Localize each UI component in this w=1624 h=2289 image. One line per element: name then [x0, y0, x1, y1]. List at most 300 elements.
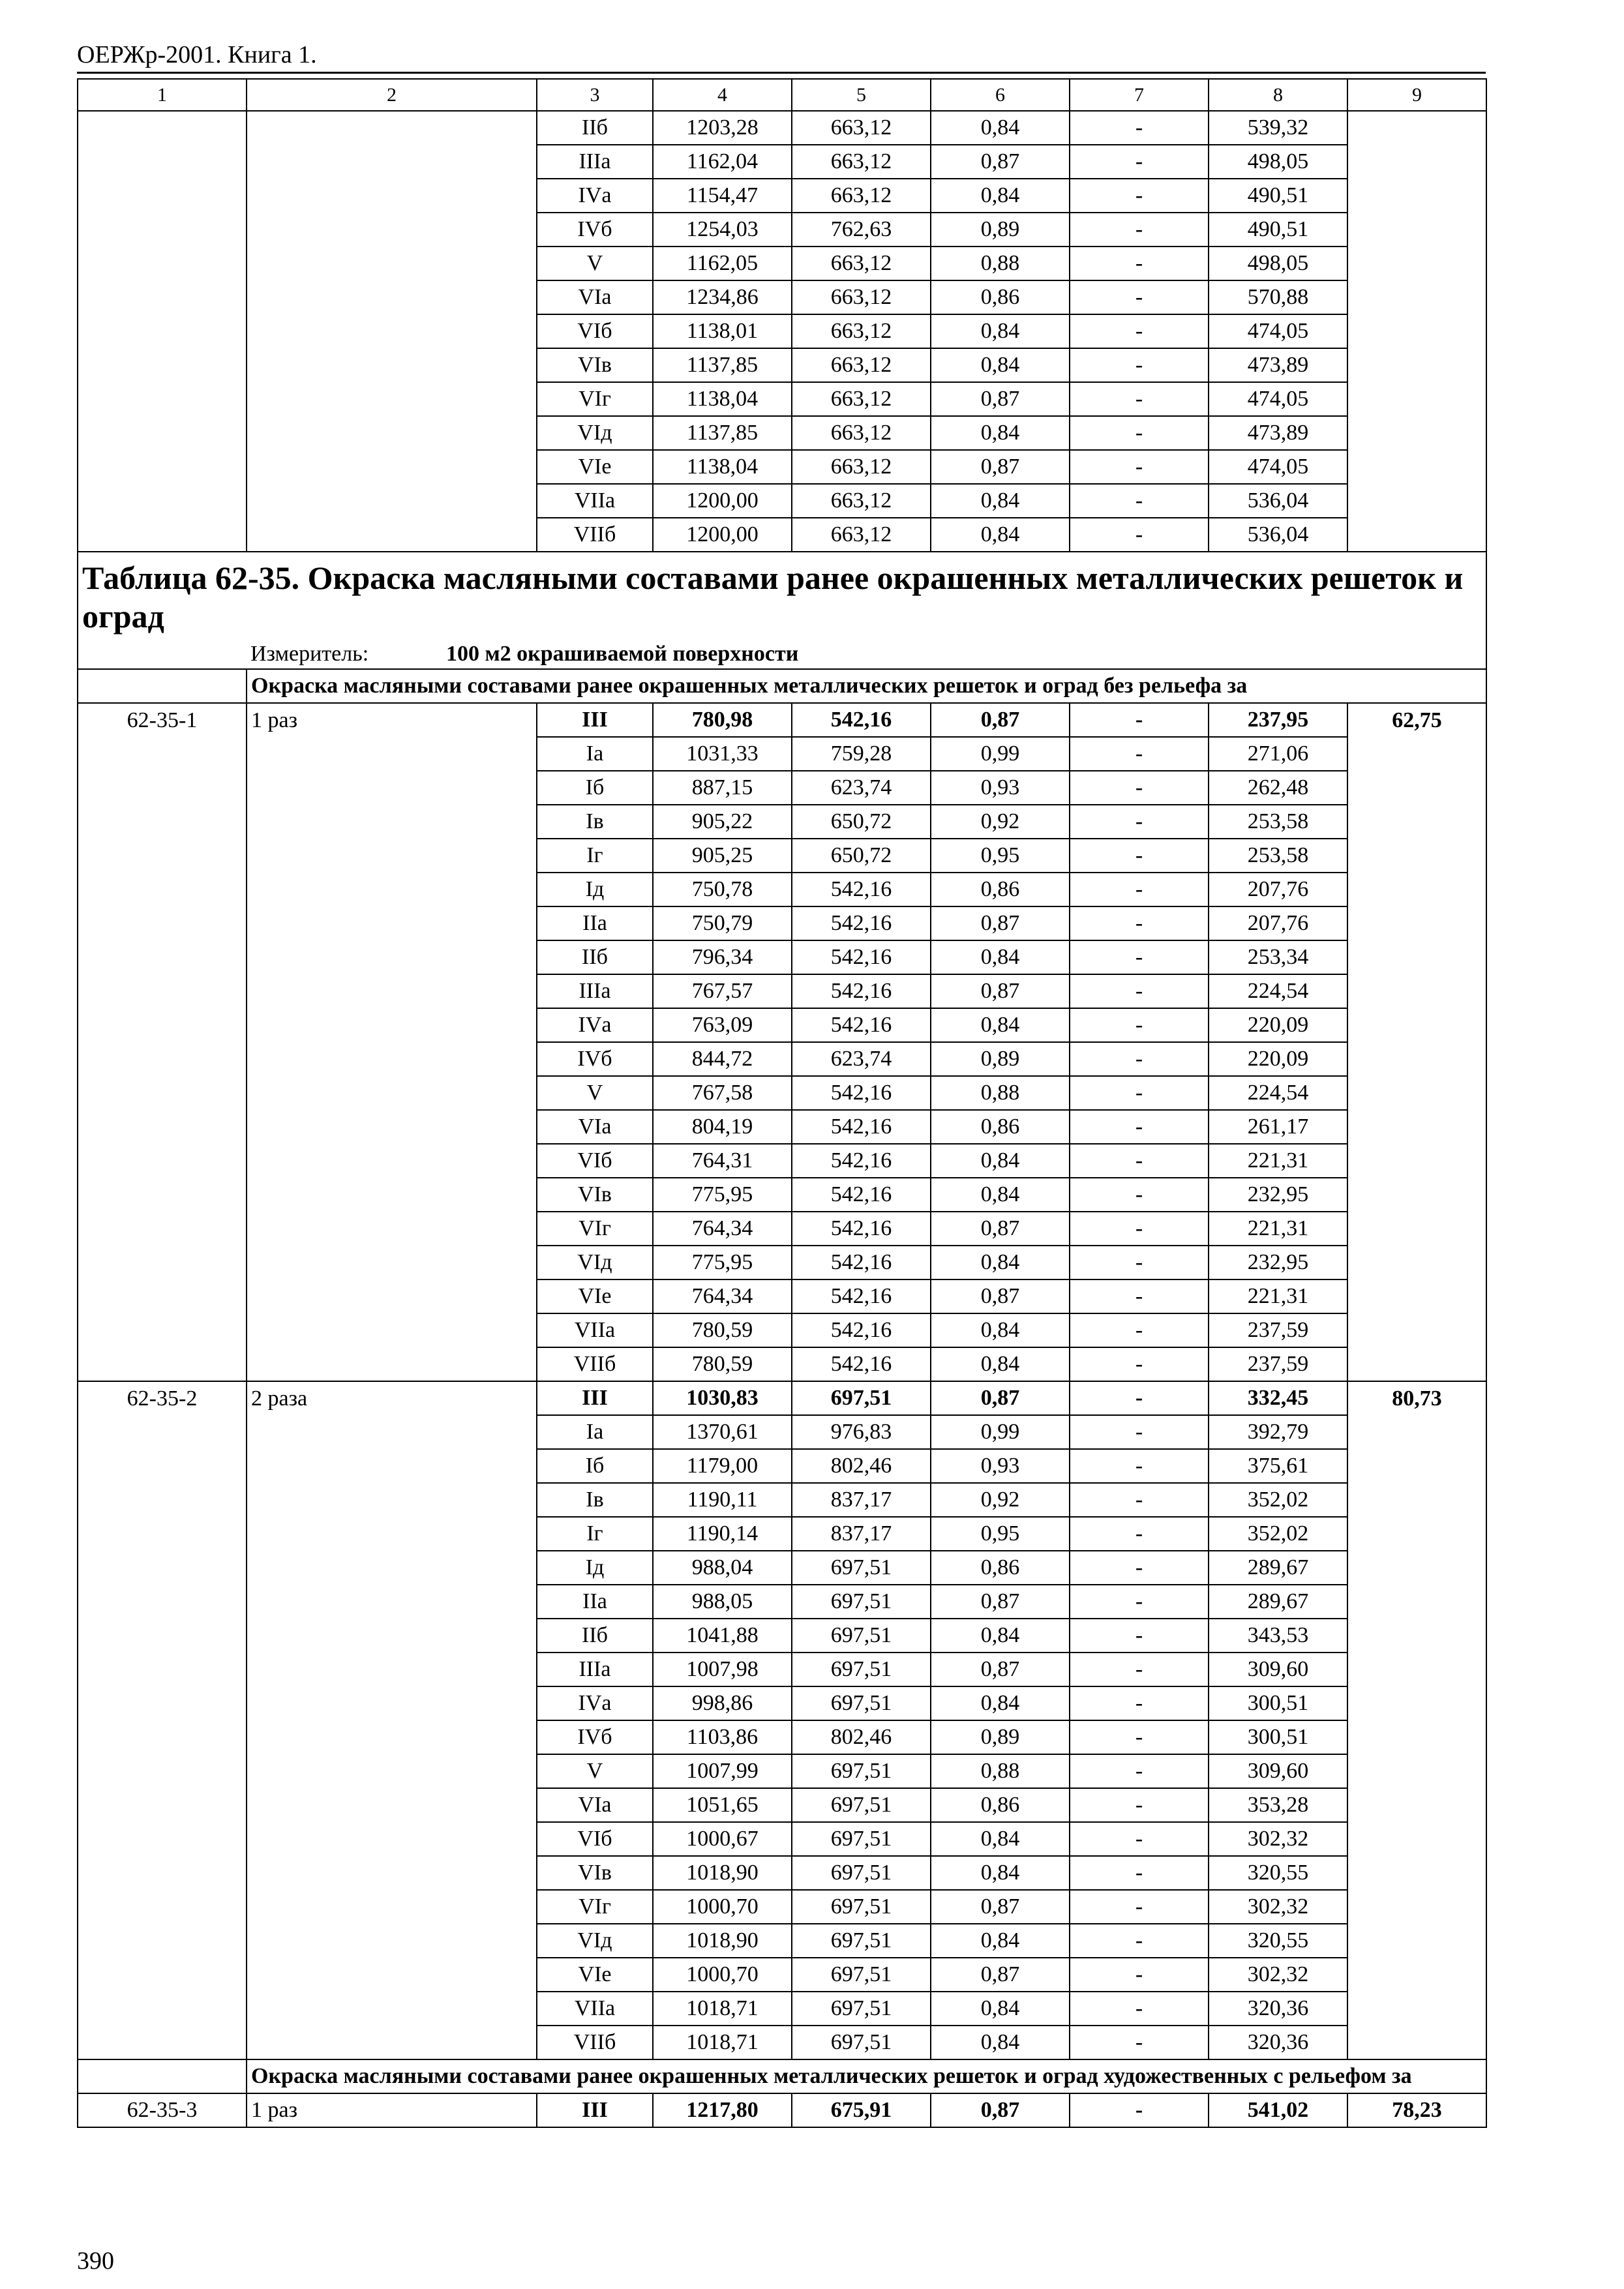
cell-c8: 261,17: [1209, 1110, 1347, 1144]
section-title: Окраска масляными составами ранее окрашенных металлических решеток и оград без рельефа за: [247, 669, 1486, 703]
cell-c8: 221,31: [1209, 1212, 1347, 1246]
cell-c7: -: [1070, 839, 1209, 873]
cell-c8: 207,76: [1209, 873, 1347, 906]
name-cell: [247, 1890, 537, 1924]
cell-c4: 1031,33: [653, 737, 792, 771]
table-row: [78, 1653, 1486, 1686]
cell-c4: 1103,86: [653, 1720, 792, 1754]
code-cell: [78, 484, 247, 518]
table-row: [78, 213, 1486, 247]
cell-c5: 542,16: [792, 1144, 931, 1178]
name-cell: [247, 1686, 537, 1720]
table-row: [78, 1178, 1486, 1212]
cell-c8: 352,02: [1209, 1517, 1347, 1551]
cell-c8: 300,51: [1209, 1720, 1347, 1754]
code-cell: [78, 382, 247, 416]
name-cell: [247, 1720, 537, 1754]
cell-c6: 0,93: [931, 1449, 1070, 1483]
cell-c3: III: [537, 703, 653, 737]
cell-c9: [1347, 1686, 1486, 1720]
cell-c9: [1347, 1178, 1486, 1212]
code-cell: [78, 805, 247, 839]
cell-c6: 0,88: [931, 1076, 1070, 1110]
cell-c5: 623,74: [792, 1042, 931, 1076]
table-row: [78, 1720, 1486, 1754]
cell-c4: 844,72: [653, 1042, 792, 1076]
cell-c8: 271,06: [1209, 737, 1347, 771]
cell-c7: -: [1070, 1856, 1209, 1890]
code-cell: [78, 1924, 247, 1958]
cell-c4: 1137,85: [653, 348, 792, 382]
name-cell: [247, 382, 537, 416]
cell-c3: VIг: [537, 1890, 653, 1924]
cell-c9: [1347, 179, 1486, 213]
cell-c9: [1347, 873, 1486, 906]
cell-c9: [1347, 382, 1486, 416]
cell-c7: -: [1070, 1144, 1209, 1178]
table-row: [78, 1788, 1486, 1822]
cell-c6: 0,89: [931, 1042, 1070, 1076]
table-row: [78, 1008, 1486, 1042]
cell-c5: 697,51: [792, 1653, 931, 1686]
code-cell: [78, 771, 247, 805]
cell-c9: [1347, 416, 1486, 450]
cell-c9: 80,73: [1347, 1381, 1486, 1415]
name-cell: 1 раз: [247, 703, 537, 737]
table-row: [78, 1415, 1486, 1449]
cell-c9: [1347, 906, 1486, 940]
cell-c3: IVб: [537, 213, 653, 247]
code-cell: [78, 1653, 247, 1686]
cell-c6: 0,89: [931, 213, 1070, 247]
cell-c7: -: [1070, 518, 1209, 552]
code-cell: [78, 1212, 247, 1246]
code-cell: 62-35-2: [78, 1381, 247, 1415]
cell-c8: 232,95: [1209, 1178, 1347, 1212]
cell-c7: -: [1070, 280, 1209, 314]
cell-c8: 320,36: [1209, 2026, 1347, 2059]
cell-c3: IIа: [537, 1585, 653, 1619]
cell-c5: 697,51: [792, 1754, 931, 1788]
cell-c9: 78,23: [1347, 2093, 1486, 2127]
cell-c7: -: [1070, 179, 1209, 213]
cell-c6: 0,87: [931, 145, 1070, 179]
measurer-row: [78, 640, 1486, 669]
table-title-row: [78, 552, 1486, 640]
cell-c7: -: [1070, 382, 1209, 416]
cell-c7: -: [1070, 416, 1209, 450]
name-cell: [247, 1788, 537, 1822]
cell-c9: [1347, 1449, 1486, 1483]
cell-c3: Iд: [537, 1551, 653, 1585]
name-cell: [247, 1958, 537, 1992]
cell-c8: 302,32: [1209, 1890, 1347, 1924]
cell-c5: 802,46: [792, 1720, 931, 1754]
name-cell: [247, 518, 537, 552]
cell-c4: 764,34: [653, 1279, 792, 1313]
code-cell: 62-35-3: [78, 2093, 247, 2127]
table-row: [78, 1144, 1486, 1178]
cell-c8: 221,31: [1209, 1144, 1347, 1178]
cell-c9: [1347, 1483, 1486, 1517]
cell-c8: 262,48: [1209, 771, 1347, 805]
cell-c8: 536,04: [1209, 518, 1347, 552]
code-cell: [78, 1551, 247, 1585]
cell-c6: 0,84: [931, 1178, 1070, 1212]
table-row: [78, 1449, 1486, 1483]
table-row: [78, 145, 1486, 179]
code-cell: [78, 1822, 247, 1856]
cell-c4: 764,31: [653, 1144, 792, 1178]
cell-c8: 320,36: [1209, 1992, 1347, 2026]
cell-c5: 663,12: [792, 314, 931, 348]
name-cell: [247, 1212, 537, 1246]
cell-c8: 570,88: [1209, 280, 1347, 314]
cell-c7: -: [1070, 1008, 1209, 1042]
name-cell: [247, 737, 537, 771]
cell-c8: 237,59: [1209, 1313, 1347, 1347]
cell-c3: V: [537, 247, 653, 280]
cell-c7: -: [1070, 314, 1209, 348]
table-row: [78, 314, 1486, 348]
cell-c9: [1347, 1415, 1486, 1449]
cell-c7: -: [1070, 1822, 1209, 1856]
column-number: 9: [1347, 79, 1486, 111]
cell-c7: -: [1070, 703, 1209, 737]
cell-c7: -: [1070, 145, 1209, 179]
column-number: 2: [247, 79, 537, 111]
cell-c6: 0,84: [931, 1619, 1070, 1653]
cell-c3: VIв: [537, 348, 653, 382]
name-cell: [247, 1279, 537, 1313]
cell-c8: 352,02: [1209, 1483, 1347, 1517]
cell-c5: 663,12: [792, 348, 931, 382]
cell-c4: 1000,70: [653, 1958, 792, 1992]
code-cell: [78, 1042, 247, 1076]
cell-c3: VIд: [537, 1924, 653, 1958]
cell-c9: [1347, 1890, 1486, 1924]
cell-c7: -: [1070, 1517, 1209, 1551]
table-row: [78, 382, 1486, 416]
code-cell: [78, 1144, 247, 1178]
cell-c8: 289,67: [1209, 1585, 1347, 1619]
cell-c6: 0,99: [931, 1415, 1070, 1449]
cell-c9: [1347, 1144, 1486, 1178]
cell-c3: IVа: [537, 1686, 653, 1720]
cell-c8: 498,05: [1209, 145, 1347, 179]
cell-c6: 0,88: [931, 1754, 1070, 1788]
cell-c6: 0,93: [931, 771, 1070, 805]
cell-c6: 0,87: [931, 2093, 1070, 2127]
cell-c4: 750,79: [653, 906, 792, 940]
cell-c7: -: [1070, 1246, 1209, 1279]
cell-c7: -: [1070, 348, 1209, 382]
code-cell: [78, 1008, 247, 1042]
code-cell: [78, 1890, 247, 1924]
cell-c6: 0,84: [931, 1992, 1070, 2026]
cell-c3: Iд: [537, 873, 653, 906]
name-cell: [247, 1178, 537, 1212]
cell-c5: 542,16: [792, 906, 931, 940]
cell-c9: [1347, 1653, 1486, 1686]
cell-c7: -: [1070, 1720, 1209, 1754]
cell-c4: 767,57: [653, 974, 792, 1008]
name-cell: [247, 247, 537, 280]
cell-c4: 763,09: [653, 1008, 792, 1042]
cell-c3: III: [537, 2093, 653, 2127]
cell-c4: 887,15: [653, 771, 792, 805]
name-cell: [247, 1483, 537, 1517]
table-row: [78, 1992, 1486, 2026]
cell-c3: Iв: [537, 805, 653, 839]
cell-c9: [1347, 1958, 1486, 1992]
cell-c3: VIIб: [537, 518, 653, 552]
section-title: Окраска масляными составами ранее окрашенных металлических решеток и оград художественных с рельефом за: [247, 2059, 1486, 2093]
cell-c5: 542,16: [792, 1110, 931, 1144]
table-row: [78, 1856, 1486, 1890]
table-row: [78, 518, 1486, 552]
section-code-blank: [78, 2059, 247, 2093]
table-row: [78, 1076, 1486, 1110]
code-cell: [78, 1415, 247, 1449]
cell-c6: 0,84: [931, 940, 1070, 974]
cell-c3: VIIа: [537, 1992, 653, 2026]
name-cell: [247, 1042, 537, 1076]
cell-c5: 697,51: [792, 1856, 931, 1890]
cell-c4: 1200,00: [653, 484, 792, 518]
cell-c7: -: [1070, 2026, 1209, 2059]
name-cell: [247, 213, 537, 247]
cell-c4: 780,98: [653, 703, 792, 737]
name-cell: [247, 1924, 537, 1958]
code-cell: [78, 145, 247, 179]
cell-c7: -: [1070, 111, 1209, 145]
cell-c3: Iг: [537, 839, 653, 873]
table-row: [78, 179, 1486, 213]
cell-c6: 0,95: [931, 839, 1070, 873]
cell-c4: 796,34: [653, 940, 792, 974]
cell-c9: [1347, 940, 1486, 974]
cell-c8: 253,58: [1209, 805, 1347, 839]
cell-c9: [1347, 1585, 1486, 1619]
code-cell: [78, 1754, 247, 1788]
cell-c4: 1138,04: [653, 382, 792, 416]
cell-c7: -: [1070, 1076, 1209, 1110]
code-cell: [78, 839, 247, 873]
cell-c3: VIг: [537, 1212, 653, 1246]
cell-c6: 0,87: [931, 1381, 1070, 1415]
table-row: [78, 1517, 1486, 1551]
cell-c9: [1347, 771, 1486, 805]
cell-c4: 905,22: [653, 805, 792, 839]
cell-c6: 0,86: [931, 1110, 1070, 1144]
table-row: [78, 1754, 1486, 1788]
cell-c3: IVа: [537, 179, 653, 213]
cell-c8: 220,09: [1209, 1042, 1347, 1076]
table-row: [78, 1551, 1486, 1585]
cell-c6: 0,99: [931, 737, 1070, 771]
name-cell: [247, 1008, 537, 1042]
cell-c8: 490,51: [1209, 179, 1347, 213]
cell-c6: 0,84: [931, 2026, 1070, 2059]
code-cell: [78, 1686, 247, 1720]
column-number: 5: [792, 79, 931, 111]
code-cell: [78, 906, 247, 940]
table-row: [78, 737, 1486, 771]
cell-c8: 375,61: [1209, 1449, 1347, 1483]
cell-c5: 650,72: [792, 805, 931, 839]
cell-c3: VIе: [537, 450, 653, 484]
code-cell: [78, 737, 247, 771]
cell-c3: VIв: [537, 1178, 653, 1212]
measurer: [247, 640, 1486, 669]
cell-c7: -: [1070, 1754, 1209, 1788]
cell-c6: 0,87: [931, 703, 1070, 737]
cell-c5: 542,16: [792, 1076, 931, 1110]
table-row: [78, 839, 1486, 873]
table-row: [78, 1924, 1486, 1958]
cell-c5: 663,12: [792, 280, 931, 314]
cell-c9: [1347, 484, 1486, 518]
cell-c6: 0,86: [931, 1788, 1070, 1822]
cell-c9: [1347, 1992, 1486, 2026]
table-row: [78, 1686, 1486, 1720]
cell-c8: 253,58: [1209, 839, 1347, 873]
table-row: [78, 1347, 1486, 1381]
code-cell: [78, 1720, 247, 1754]
code-cell: [78, 1958, 247, 1992]
cell-c3: VIб: [537, 1822, 653, 1856]
name-cell: [247, 280, 537, 314]
cell-c6: 0,84: [931, 348, 1070, 382]
cell-c6: 0,84: [931, 1313, 1070, 1347]
table-row: [78, 1212, 1486, 1246]
table-row: [78, 1619, 1486, 1653]
cell-c4: 1190,14: [653, 1517, 792, 1551]
cell-c7: -: [1070, 1313, 1209, 1347]
code-cell: [78, 179, 247, 213]
code-cell: [78, 1585, 247, 1619]
cell-c3: IIб: [537, 111, 653, 145]
cell-c6: 0,84: [931, 1924, 1070, 1958]
name-cell: [247, 145, 537, 179]
cell-c5: 697,51: [792, 1890, 931, 1924]
cell-c5: 802,46: [792, 1449, 931, 1483]
cell-c7: -: [1070, 1212, 1209, 1246]
cell-c9: [1347, 1042, 1486, 1076]
code-cell: [78, 940, 247, 974]
cell-c5: 697,51: [792, 1551, 931, 1585]
code-cell: [78, 213, 247, 247]
cell-c8: 541,02: [1209, 2093, 1347, 2127]
cell-c8: 473,89: [1209, 348, 1347, 382]
cell-c3: IIб: [537, 940, 653, 974]
cell-c6: 0,84: [931, 1822, 1070, 1856]
cell-c4: 1051,65: [653, 1788, 792, 1822]
cell-c7: -: [1070, 1924, 1209, 1958]
table-row: [78, 805, 1486, 839]
code-cell: [78, 1110, 247, 1144]
cell-c6: 0,87: [931, 1212, 1070, 1246]
name-cell: [247, 1754, 537, 1788]
name-cell: 1 раз: [247, 2093, 537, 2127]
cell-c4: 1041,88: [653, 1619, 792, 1653]
cell-c4: 1018,90: [653, 1924, 792, 1958]
cell-c8: 289,67: [1209, 1551, 1347, 1585]
cell-c7: -: [1070, 1992, 1209, 2026]
cell-c7: -: [1070, 1788, 1209, 1822]
cell-c5: 697,51: [792, 1788, 931, 1822]
cell-c4: 998,86: [653, 1686, 792, 1720]
cell-c8: 237,59: [1209, 1347, 1347, 1381]
cell-c7: -: [1070, 1449, 1209, 1483]
cell-c6: 0,87: [931, 382, 1070, 416]
name-cell: [247, 1992, 537, 2026]
cell-c5: 697,51: [792, 1381, 931, 1415]
cell-c9: [1347, 2026, 1486, 2059]
cell-c4: 804,19: [653, 1110, 792, 1144]
cell-c4: 780,59: [653, 1313, 792, 1347]
cell-c9: [1347, 280, 1486, 314]
name-cell: [247, 1246, 537, 1279]
cell-c4: 988,04: [653, 1551, 792, 1585]
cell-c7: -: [1070, 873, 1209, 906]
cell-c8: 253,34: [1209, 940, 1347, 974]
code-cell: [78, 1788, 247, 1822]
table-row: [78, 247, 1486, 280]
cell-c4: 1018,90: [653, 1856, 792, 1890]
cell-c3: VIа: [537, 1110, 653, 1144]
name-cell: [247, 111, 537, 145]
cell-c5: 542,16: [792, 974, 931, 1008]
cell-c5: 697,51: [792, 1924, 931, 1958]
cell-c7: -: [1070, 737, 1209, 771]
code-cell: [78, 1517, 247, 1551]
cell-c3: VIд: [537, 1246, 653, 1279]
table-row: [78, 484, 1486, 518]
cell-c4: 1190,11: [653, 1483, 792, 1517]
cell-c7: -: [1070, 771, 1209, 805]
name-cell: [247, 1110, 537, 1144]
cell-c4: 1000,70: [653, 1890, 792, 1924]
cell-c9: [1347, 450, 1486, 484]
column-number-row: [78, 79, 1486, 111]
code-cell: 62-35-1: [78, 703, 247, 737]
name-cell: [247, 1551, 537, 1585]
cell-c6: 0,84: [931, 1856, 1070, 1890]
table-row: [78, 1585, 1486, 1619]
cell-c5: 623,74: [792, 771, 931, 805]
cell-c9: [1347, 145, 1486, 179]
cell-c9: [1347, 1822, 1486, 1856]
cell-c6: 0,84: [931, 1347, 1070, 1381]
column-number: 7: [1070, 79, 1209, 111]
cell-c8: 302,32: [1209, 1822, 1347, 1856]
cell-c8: 474,05: [1209, 314, 1347, 348]
name-cell: [247, 1076, 537, 1110]
cell-c7: -: [1070, 805, 1209, 839]
name-cell: [247, 1822, 537, 1856]
cell-c5: 675,91: [792, 2093, 931, 2127]
cell-c3: VIг: [537, 382, 653, 416]
name-cell: [247, 1585, 537, 1619]
cell-c5: 697,51: [792, 2026, 931, 2059]
cell-c7: -: [1070, 906, 1209, 940]
code-cell: [78, 1178, 247, 1212]
name-cell: [247, 1415, 537, 1449]
cell-c5: 542,16: [792, 1008, 931, 1042]
name-cell: [247, 2026, 537, 2059]
